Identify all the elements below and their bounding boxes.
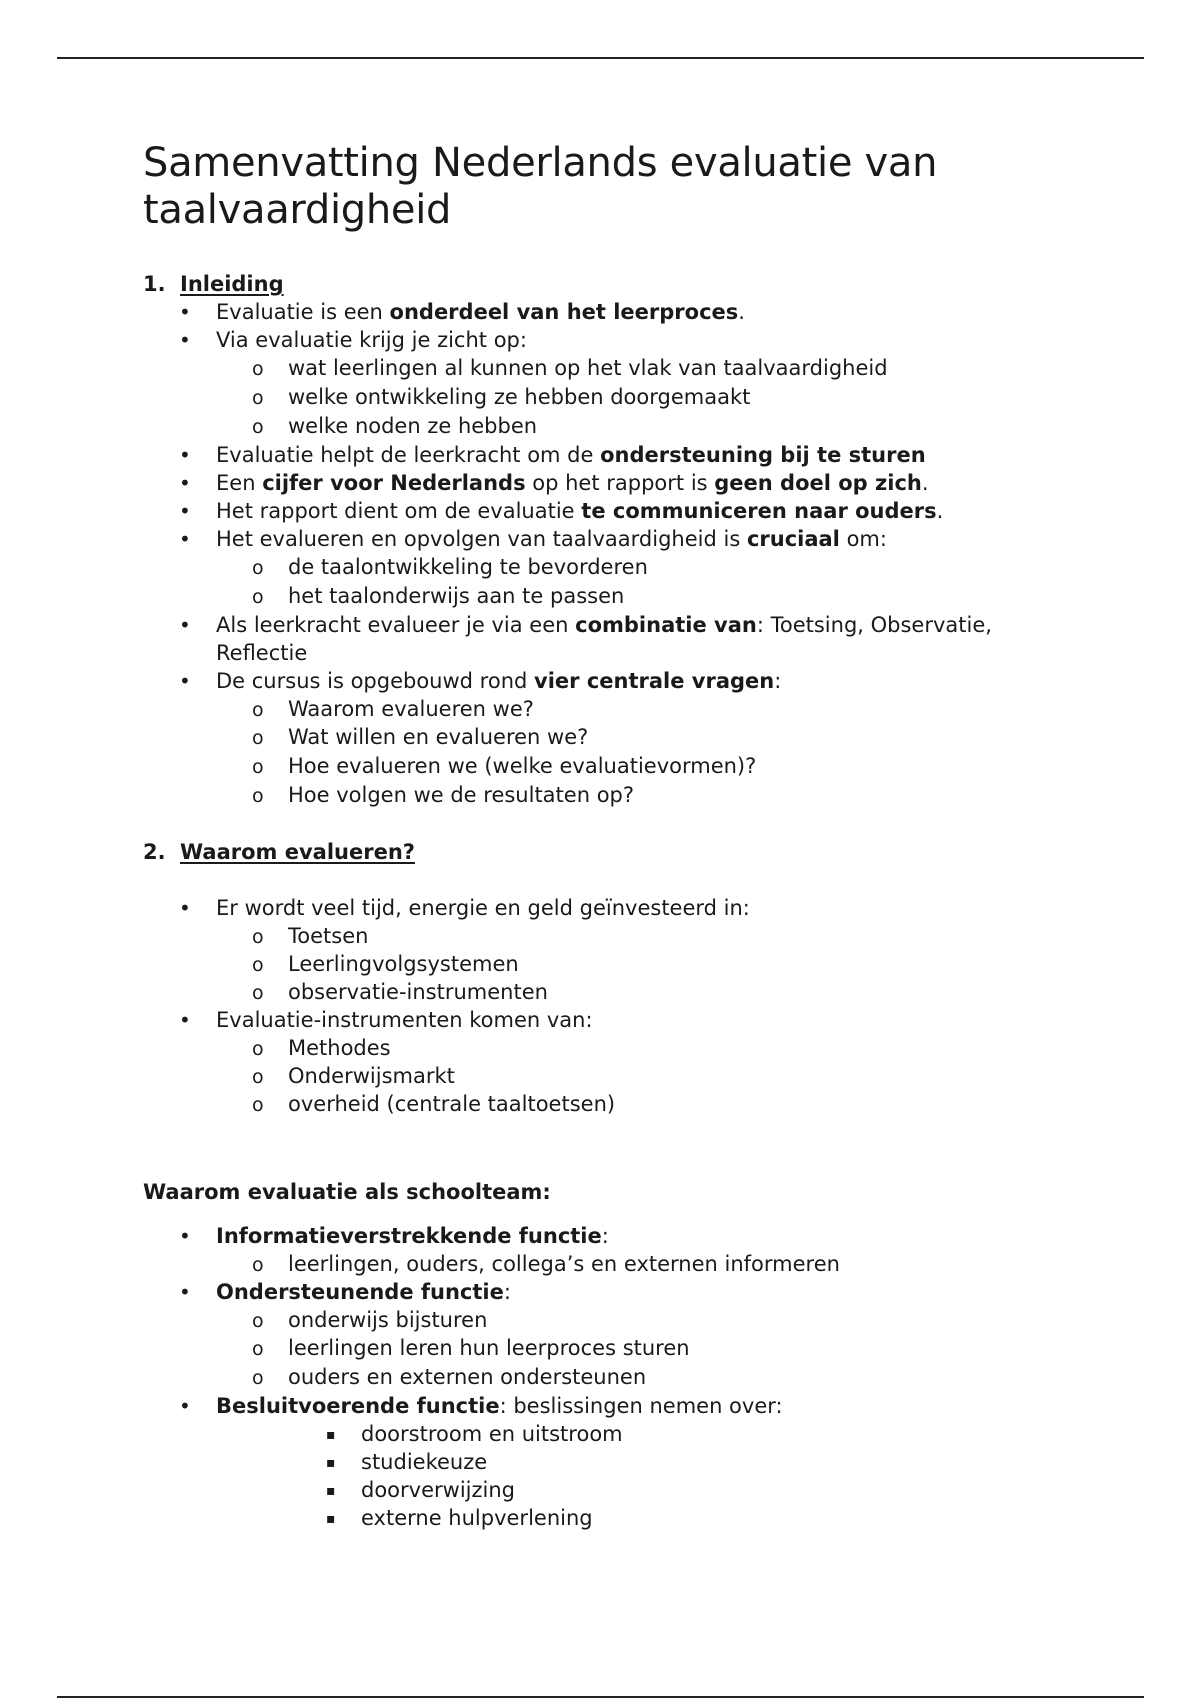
sub-sub-list-item: ▪ doorstroom en uitstroom	[143, 1420, 1083, 1448]
sub-sub-list-item: ▪ doorverwijzing	[143, 1476, 1083, 1504]
bullet-icon: •	[179, 328, 191, 352]
title-line-2: taalvaardigheid	[143, 187, 452, 233]
circle-bullet-icon: o	[252, 586, 264, 608]
document-title	[143, 140, 1083, 234]
circle-bullet-icon: o	[252, 727, 264, 749]
sub-list-item: o overheid (centrale taaltoetsen)	[143, 1090, 1083, 1118]
sub-list-item: o Waarom evalueren we?	[143, 695, 1083, 723]
sub-list-item: o welke ontwikkeling ze hebben doorgemaakt	[143, 383, 1083, 412]
sub-list-item: o leerlingen, ouders, collega’s en externen informeren	[143, 1250, 1083, 1278]
circle-bullet-icon: o	[252, 1338, 264, 1360]
section-1-list	[143, 298, 1083, 810]
list-item: • Besluitvoerende functie: beslissingen nemen over:	[179, 1394, 783, 1418]
sub-list-item: o Leerlingvolgsystemen	[143, 950, 1083, 978]
schoolteam-heading: Waarom evaluatie als schoolteam:	[143, 1180, 551, 1204]
sub-list-item: o Methodes	[143, 1034, 1083, 1062]
bullet-icon: •	[179, 896, 191, 920]
circle-bullet-icon: o	[252, 358, 264, 380]
bullet-icon: •	[179, 1394, 191, 1418]
section-3-list	[143, 1222, 1083, 1532]
sub-list-item: o Hoe evalueren we (welke evaluatievormen)?	[143, 752, 1083, 781]
circle-bullet-icon: o	[252, 387, 264, 409]
list-item: • Als leerkracht evalueer je via een combinatie van: Toetsing, Observatie, Reflectie	[179, 613, 992, 665]
section-2-number: 2.	[143, 840, 166, 864]
circle-bullet-icon: o	[252, 557, 264, 579]
sub-list-item: o het taalonderwijs aan te passen	[143, 582, 1083, 611]
sub-list-item: o ouders en externen ondersteunen	[143, 1363, 1083, 1392]
circle-bullet-icon: o	[252, 1038, 264, 1060]
section-2-list	[143, 894, 1083, 1118]
section-2-heading	[143, 838, 1083, 866]
bullet-icon: •	[179, 613, 191, 637]
list-item: • Evaluatie-instrumenten komen van:	[179, 1008, 593, 1032]
list-item: • Het evalueren en opvolgen van taalvaardigheid is cruciaal om:	[179, 527, 887, 551]
circle-bullet-icon: o	[252, 756, 264, 778]
sub-list-item: o Toetsen	[143, 922, 1083, 950]
sub-list-item: o observatie-instrumenten	[143, 978, 1083, 1006]
circle-bullet-icon: o	[252, 1254, 264, 1276]
square-bullet-icon: ▪	[326, 1455, 336, 1471]
document-body	[143, 140, 1083, 1532]
section-2-title: Waarom evalueren?	[180, 840, 415, 864]
list-item: • Er wordt veel tijd, energie en geld geïnvesteerd in:	[179, 896, 750, 920]
sub-sub-list-item: ▪ externe hulpverlening	[143, 1504, 1083, 1532]
sub-list-item: o de taalontwikkeling te bevorderen	[143, 553, 1083, 582]
list-item: • Een cijfer voor Nederlands op het rapport is geen doel op zich.	[179, 471, 929, 495]
square-bullet-icon: ▪	[326, 1427, 336, 1443]
circle-bullet-icon: o	[252, 1310, 264, 1332]
bullet-icon: •	[179, 499, 191, 523]
footer-rule	[57, 1696, 1144, 1698]
bullet-icon: •	[179, 300, 191, 324]
sub-list-item: o Wat willen en evalueren we?	[143, 723, 1083, 752]
bullet-icon: •	[179, 1224, 191, 1248]
list-item: • Het rapport dient om de evaluatie te communiceren naar ouders.	[179, 499, 944, 523]
list-item: • Evaluatie is een onderdeel van het leerproces.	[179, 300, 745, 324]
bullet-icon: •	[179, 471, 191, 495]
square-bullet-icon: ▪	[326, 1483, 336, 1499]
header-rule	[57, 57, 1144, 59]
sub-list-item: o onderwijs bijsturen	[143, 1306, 1083, 1334]
list-item: • Ondersteunende functie:	[179, 1280, 511, 1304]
list-item: • Evaluatie helpt de leerkracht om de ondersteuning bij te sturen	[179, 443, 926, 467]
circle-bullet-icon: o	[252, 954, 264, 976]
list-item: • De cursus is opgebouwd rond vier centrale vragen:	[179, 669, 782, 693]
bullet-icon: •	[179, 527, 191, 551]
bullet-icon: •	[179, 443, 191, 467]
list-item: • Informatieverstrekkende functie:	[179, 1224, 609, 1248]
square-bullet-icon: ▪	[326, 1511, 336, 1527]
circle-bullet-icon: o	[252, 1367, 264, 1389]
bullet-icon: •	[179, 1008, 191, 1032]
circle-bullet-icon: o	[252, 785, 264, 807]
circle-bullet-icon: o	[252, 1094, 264, 1116]
circle-bullet-icon: o	[252, 982, 264, 1004]
circle-bullet-icon: o	[252, 416, 264, 438]
sub-sub-list-item: ▪ studiekeuze	[143, 1448, 1083, 1476]
title-line-1: Samenvatting Nederlands evaluatie van	[143, 140, 938, 186]
sub-list-item: o Onderwijsmarkt	[143, 1062, 1083, 1090]
circle-bullet-icon: o	[252, 926, 264, 948]
sub-list-item: o wat leerlingen al kunnen op het vlak van taalvaardigheid	[143, 354, 1083, 383]
circle-bullet-icon: o	[252, 699, 264, 721]
sub-list-item: o welke noden ze hebben	[143, 412, 1083, 441]
section-1-number: 1.	[143, 272, 166, 296]
sub-list-item: o Hoe volgen we de resultaten op?	[143, 781, 1083, 810]
bullet-icon: •	[179, 1280, 191, 1304]
section-1-heading	[143, 270, 1083, 298]
bullet-icon: •	[179, 669, 191, 693]
sub-list-item: o leerlingen leren hun leerproces sturen	[143, 1334, 1083, 1363]
section-1-title: Inleiding	[180, 272, 284, 296]
list-item: • Via evaluatie krijg je zicht op:	[179, 328, 527, 352]
circle-bullet-icon: o	[252, 1066, 264, 1088]
